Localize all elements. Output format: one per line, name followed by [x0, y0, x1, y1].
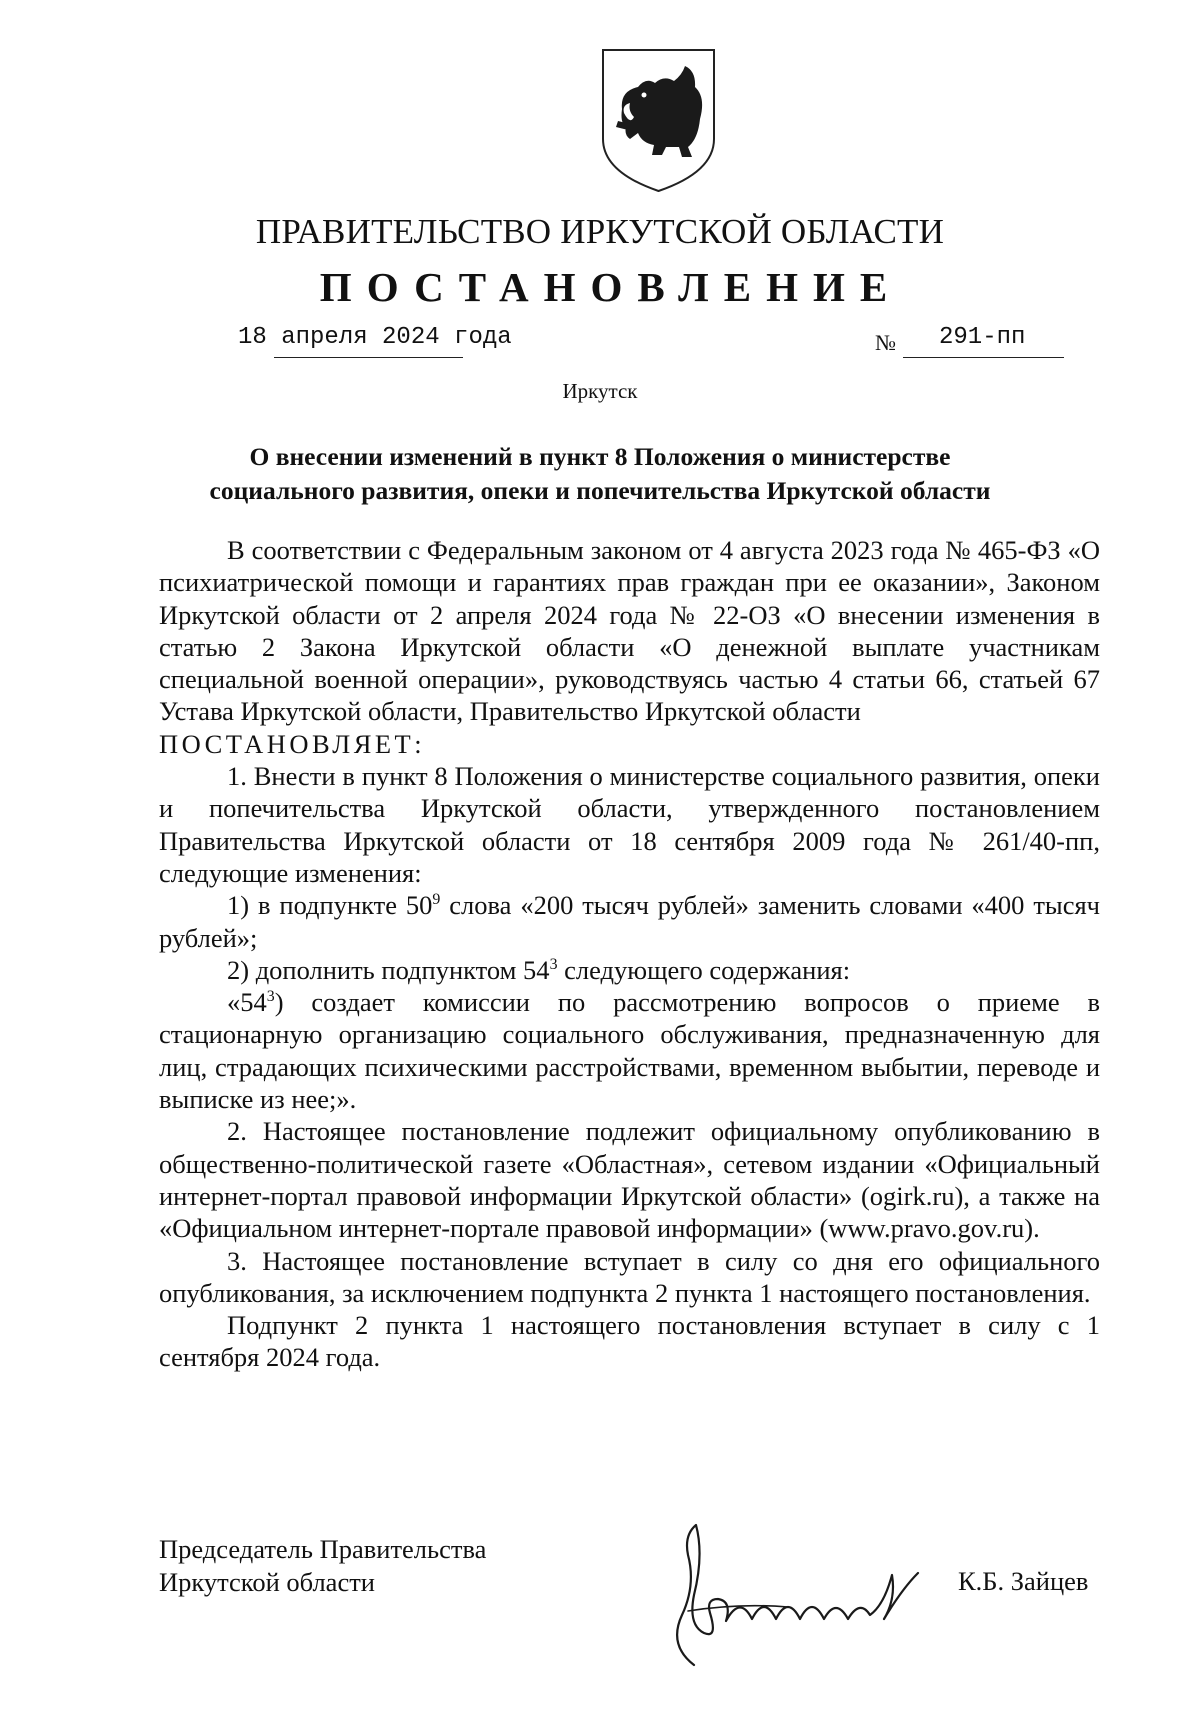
coat-of-arms-icon — [600, 47, 717, 194]
item-1-subitem-1: 1) в подпункте $50^9$ слова «200 тысяч рублей» заменить словами «400 тысяч рублей»; — [159, 890, 1100, 953]
signatory-position — [159, 1533, 486, 1598]
document-number: 291-пп — [939, 324, 1026, 351]
date-underline — [274, 357, 463, 358]
item-1-subitem-2: 2) дополнить подпунктом $54^3$ следующего содержания: — [227, 954, 851, 985]
title-line-1: О внесении изменений в пункт 8 Положения о министерстве — [249, 442, 951, 471]
signatory-position-line-1: Председатель Правительства — [159, 1534, 487, 1564]
number-sign: № — [875, 330, 896, 355]
quoted-subitem: «$54^3$) создает комиссии по рассмотрению вопросов о приеме в стационарную организацию социального обслуживания, предназначенную для лиц, страдающих психическими расстройствами, временном выбытии, переводе и выписке из нее;». — [159, 987, 1100, 1115]
item-1-paragraph: 1. Внести в пункт 8 Положения о министерстве социального развития, опеки и попечительства Иркутской области, утвержденного постановлением Правительства Иркутской области от 18 сентября 2009 года № 261/40-пп, следующие изменения: — [159, 761, 1100, 888]
document-date: 18 апреля 2024 года — [238, 324, 512, 351]
signatory-position-line-2: Иркутской области — [159, 1566, 375, 1597]
item-2-paragraph: 2. Настоящее постановление подлежит официальному опубликованию в общественно-политической газете «Областная», сетевом издании «Официальный интернет-портал правовой информации Иркутской области» (ogirk.ru), а также на «Официальном интернет-портале правовой информации» (www.pravo.gov.ru). — [159, 1116, 1100, 1244]
item-3-additional-paragraph: Подпункт 2 пункта 1 настоящего постановления вступает в силу с 1 сентября 2024 года. — [159, 1310, 1100, 1373]
signatory-name: К.Б. Зайцев — [958, 1566, 1089, 1596]
document-type: ПОСТАНОВЛЕНИЕ — [319, 264, 903, 310]
preamble-paragraph: В соответствии с Федеральным законом от 4 августа 2023 года № 465-ФЗ «О психиатрической помощи и гарантиях прав граждан при ее оказании», Законом Иркутской области от 2 апреля 2024 года № 22-ОЗ «О внесении изменения в статью 2 Закона Иркутской области «О денежной выплате участникам специальной военной операции», руководствуясь частью 4 статьи 66, статьей 67 Устава Иркутской области, Правительство Иркутской области — [159, 535, 1100, 727]
resolves-heading: ПОСТАНОВЛЯЕТ: — [159, 728, 426, 759]
handwritten-signature — [648, 1515, 944, 1675]
title-line-2: социального развития, опеки и попечительства Иркутской области — [209, 476, 991, 505]
item-3-paragraph: 3. Настоящее постановление вступает в силу со дня его официального опубликования, за исключением подпункта 2 пункта 1 настоящего постановления. — [159, 1245, 1100, 1308]
government-name: ПРАВИТЕЛЬСТВО ИРКУТСКОЙ ОБЛАСТИ — [255, 212, 945, 251]
number-underline — [903, 357, 1064, 358]
document-city: Иркутск — [562, 379, 638, 403]
document-body — [159, 534, 1100, 1374]
document-title — [0, 440, 1200, 508]
